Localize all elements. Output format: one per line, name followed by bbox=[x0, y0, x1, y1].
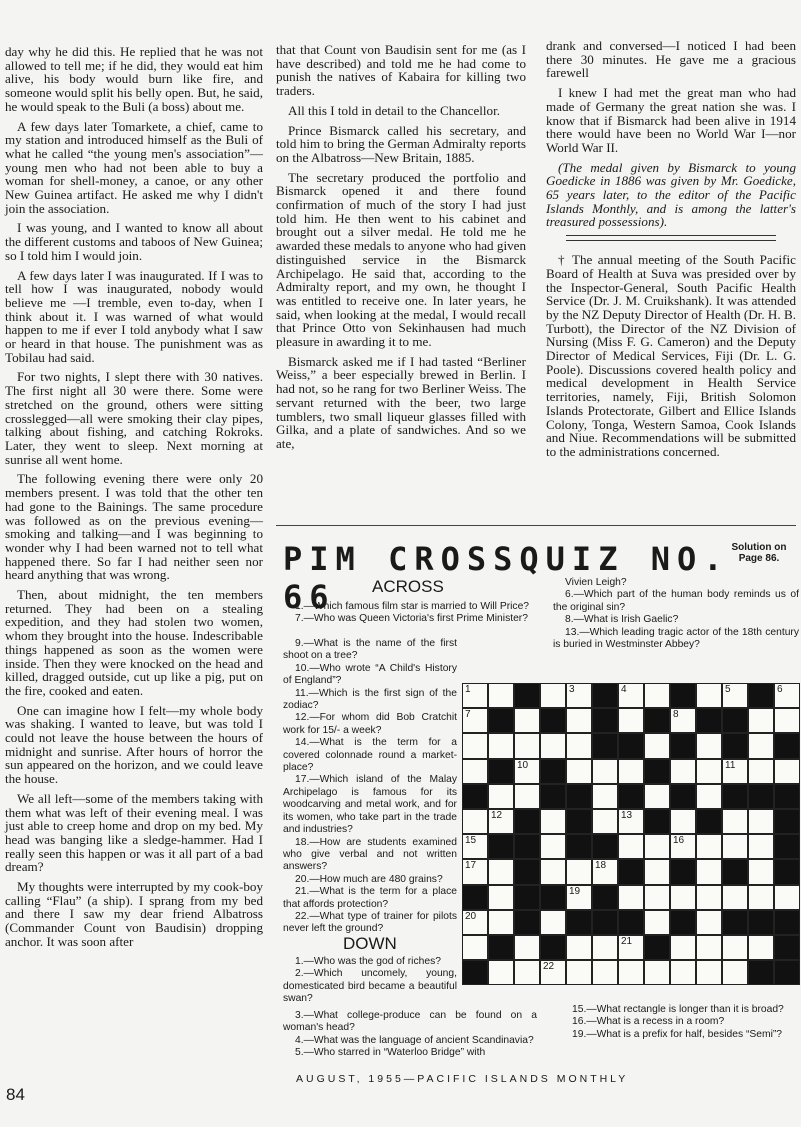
grid-cell bbox=[644, 885, 670, 910]
clue-number: 12 bbox=[491, 809, 503, 821]
grid-block bbox=[748, 960, 774, 985]
grid-block bbox=[670, 784, 696, 809]
grid-block bbox=[540, 885, 566, 910]
grid-cell bbox=[488, 733, 514, 758]
divider bbox=[276, 525, 796, 526]
grid-cell bbox=[488, 809, 514, 834]
grid-block bbox=[592, 885, 618, 910]
grid-cell bbox=[618, 885, 644, 910]
grid-cell bbox=[514, 935, 540, 960]
grid-cell bbox=[618, 834, 644, 859]
grid-block bbox=[462, 885, 488, 910]
clue-number: 3 bbox=[569, 684, 575, 695]
grid-block bbox=[670, 733, 696, 758]
grid-block bbox=[566, 784, 592, 809]
grid-cell bbox=[748, 859, 774, 884]
grid-cell bbox=[748, 759, 774, 784]
grid-cell bbox=[670, 885, 696, 910]
grid-cell bbox=[566, 683, 592, 708]
grid-cell bbox=[462, 683, 488, 708]
clue: 21.—What is the term for a place that affords protection? bbox=[283, 886, 457, 910]
grid-block bbox=[644, 809, 670, 834]
grid-block bbox=[670, 859, 696, 884]
grid-block bbox=[592, 910, 618, 935]
clue: 2.—Which uncomely, young, domesticated bird became a beautiful swan? bbox=[283, 968, 457, 1005]
clue-number: 1 bbox=[465, 684, 471, 695]
across-clues-continued bbox=[283, 638, 457, 936]
down-heading: DOWN bbox=[343, 934, 397, 953]
paragraph: Then, about midnight, the ten members returned. They had been on a stealing expedition, and they had stolen two women, whom they brought into the house. Indescribable things happened as soon as the women were inside. Then they were knocked on the head and killed, dragged outside, cut up like a pig, put on the fire, cooked and eaten. bbox=[5, 587, 263, 698]
grid-cell bbox=[670, 759, 696, 784]
paragraph: All this I told in detail to the Chancellor. bbox=[288, 102, 501, 118]
grid-cell bbox=[462, 910, 488, 935]
paragraph: One can imagine how I felt—my whole body was shaking. I wanted to leave, but was told I could not leave the house between the hours of midnight and sunrise. After hours of horror the sun appeared on the horizon, and we could leave the house. bbox=[5, 702, 263, 787]
grid-cell bbox=[670, 935, 696, 960]
grid-cell bbox=[722, 759, 748, 784]
clue-number: 10 bbox=[517, 759, 529, 771]
page-footer: AUGUST, 1955—PACIFIC ISLANDS MONTHLY bbox=[296, 1073, 629, 1085]
grid-block bbox=[722, 859, 748, 884]
grid-cell bbox=[592, 784, 618, 809]
clue-number: 13 bbox=[621, 809, 633, 821]
clue: 17.—Which island of the Malay Archipelago is famous for its woodcarving and metal work, and for its women, who take part in the trade and industries? bbox=[283, 774, 457, 836]
grid-cell bbox=[488, 960, 514, 985]
grid-cell bbox=[488, 683, 514, 708]
solution-line: Solution on bbox=[731, 542, 787, 553]
grid-cell bbox=[696, 683, 722, 708]
clue: 20.—How much are 480 grains? bbox=[295, 873, 443, 885]
grid-cell bbox=[722, 960, 748, 985]
solution-line: Page 86. bbox=[738, 553, 780, 564]
grid-block bbox=[774, 733, 800, 758]
grid-block bbox=[514, 683, 540, 708]
grid-cell bbox=[592, 935, 618, 960]
grid-block bbox=[592, 708, 618, 733]
clue: 12.—For whom did Bob Cratchit work for 15/- a week? bbox=[283, 712, 457, 736]
clue: Vivien Leigh? bbox=[565, 577, 627, 588]
grid-block bbox=[488, 935, 514, 960]
grid-cell bbox=[488, 859, 514, 884]
paragraph: Bismarck asked me if I had tasted “Berliner Weiss,” a beer especially brewed in Berlin. I had not, so he rang for two Berliner Weiss. The servant returned with the beer, two large tumblers, two small liqueur glasses filled with Gilka, and a plate of sandwiches. And so we ate, bbox=[276, 353, 526, 451]
grid-block bbox=[514, 910, 540, 935]
grid-cell bbox=[748, 834, 774, 859]
article-column-2 bbox=[276, 43, 526, 457]
paragraph: A few days later I was inaugurated. If I was to tell how I was inaugurated, nobody would believe me —I tremble, even to-day, when I think about it. I was warned of what would happen to me if ever I told anybody what I saw or heard in that house. The punishment was as Tobilau had said. bbox=[5, 267, 263, 365]
clue-number: 6 bbox=[777, 684, 783, 695]
clue: 3.—What college-produce can be found on a woman's head? bbox=[283, 1010, 537, 1034]
grid-cell bbox=[462, 859, 488, 884]
grid-block bbox=[618, 910, 644, 935]
grid-block bbox=[592, 733, 618, 758]
paragraph: drank and conversed—I noticed I had been there 30 minutes. He gave me a gracious farewell bbox=[546, 38, 796, 81]
clue: 13.—Which leading tragic actor of the 18th century is buried in Westminster Abbey? bbox=[553, 626, 799, 651]
grid-cell bbox=[774, 759, 800, 784]
grid-cell bbox=[514, 960, 540, 985]
grid-cell bbox=[722, 885, 748, 910]
clue-number: 17 bbox=[465, 860, 477, 872]
grid-block bbox=[696, 708, 722, 733]
grid-cell bbox=[592, 859, 618, 884]
article-column-1 bbox=[5, 45, 263, 955]
grid-cell bbox=[462, 935, 488, 960]
grid-cell bbox=[774, 683, 800, 708]
clue: 16.—What is a recess in a room? bbox=[572, 1016, 725, 1028]
grid-block bbox=[488, 759, 514, 784]
clue: 1.—Who was the god of riches? bbox=[295, 956, 441, 967]
grid-block bbox=[540, 784, 566, 809]
clue: 15.—What rectangle is longer than it is broad? bbox=[572, 1004, 784, 1015]
grid-cell bbox=[618, 960, 644, 985]
grid-cell bbox=[618, 759, 644, 784]
grid-cell bbox=[748, 885, 774, 910]
grid-block bbox=[774, 809, 800, 834]
grid-cell bbox=[696, 834, 722, 859]
clue-number: 22 bbox=[543, 961, 555, 973]
clue-number: 4 bbox=[621, 684, 627, 695]
grid-cell bbox=[748, 733, 774, 758]
grid-cell bbox=[696, 885, 722, 910]
grid-cell bbox=[722, 834, 748, 859]
grid-cell bbox=[696, 759, 722, 784]
grid-cell bbox=[670, 708, 696, 733]
clue: 18.—How are students examined who give verbal and not written answers? bbox=[283, 836, 457, 873]
clue: 5.—Who starred in “Waterloo Bridge” with bbox=[295, 1047, 486, 1059]
clue-number: 15 bbox=[465, 835, 477, 847]
grid-block bbox=[722, 784, 748, 809]
grid-cell bbox=[566, 935, 592, 960]
paragraph: For two nights, I slept there with 30 natives. The first night all 30 were there. Some were stretched on the ground, others were sitting crosslegged—all were smoking their clay pipes, talking about fishing, and catching Rokroks. Later, they went to sleep. Next morning at sunrise all went home. bbox=[5, 369, 263, 467]
paragraph: The secretary produced the portfolio and Bismarck opened it and there found confirmation of much of the story I had just told him. He then went to his cabinet and brought out a silver medal. He told me he awarded these medals to anyone who had given distinguished service in the Bismarck Archipelago. He said that, according to the Admiralty report, and my own, he thought I was entitled to receive one. In later years, he said, when looking at the medal, I would recall that Prince Otto von Sekinhausen had much pleasure in awarding it to me. bbox=[276, 169, 526, 350]
clue-number: 21 bbox=[621, 935, 633, 947]
solution-note bbox=[726, 542, 792, 564]
grid-block bbox=[514, 859, 540, 884]
grid-cell bbox=[514, 784, 540, 809]
grid-cell bbox=[644, 960, 670, 985]
article-column-3 bbox=[546, 39, 796, 465]
grid-cell bbox=[644, 834, 670, 859]
grid-block bbox=[488, 708, 514, 733]
grid-cell bbox=[540, 859, 566, 884]
paragraph: I knew I had met the great man who had made of Germany the great nation she was. I know that if Bismarck had been alive in 1914 there would have been no World War I—nor World War II. bbox=[546, 85, 796, 155]
grid-cell bbox=[696, 733, 722, 758]
grid-cell bbox=[696, 935, 722, 960]
clue: 6.—Which part of the human body reminds us of the original sin? bbox=[553, 589, 799, 613]
across-heading: ACROSS bbox=[372, 577, 444, 596]
grid-cell bbox=[488, 885, 514, 910]
grid-block bbox=[774, 834, 800, 859]
divider bbox=[566, 235, 776, 241]
grid-block bbox=[566, 910, 592, 935]
grid-block bbox=[774, 960, 800, 985]
editor-note: (The medal given by Bismarck to young Goedicke in 1886 was given by Mr. Goedicke, 65 years later, to the editor of the Pacific Islands Monthly, and is among the latter's treasured possessions). bbox=[546, 159, 796, 230]
grid-block bbox=[566, 809, 592, 834]
grid-block bbox=[722, 910, 748, 935]
grid-block bbox=[540, 708, 566, 733]
grid-cell bbox=[618, 935, 644, 960]
clue-number: 7 bbox=[465, 709, 471, 721]
grid-cell bbox=[722, 935, 748, 960]
grid-block bbox=[566, 834, 592, 859]
clue: 19.—What is a prefix for half, besides “Semi”? bbox=[572, 1028, 783, 1040]
down-clues-right bbox=[553, 577, 799, 651]
grid-cell bbox=[566, 733, 592, 758]
grid-cell bbox=[462, 759, 488, 784]
grid-block bbox=[722, 708, 748, 733]
grid-cell bbox=[670, 809, 696, 834]
grid-block bbox=[462, 784, 488, 809]
grid-cell bbox=[514, 708, 540, 733]
grid-cell bbox=[670, 960, 696, 985]
clue: 1.—Which famous film star is married to Will Price? bbox=[295, 601, 530, 612]
grid-cell bbox=[592, 759, 618, 784]
paragraph: We all left—some of the members taking with them what was left of their evening meal. I was just able to creep home and drop on my bed. My head was banging like a sledge-hammer. Had I really seen this happen or was it all part of a bad dream? bbox=[5, 790, 263, 875]
grid-cell bbox=[696, 960, 722, 985]
clue: 9.—What is the name of the first shoot on a tree? bbox=[283, 638, 457, 662]
crossword-grid bbox=[462, 683, 800, 985]
paragraph: The following evening there were only 20 members present. I was told that the other ten had gone to the Bainings. The same procedure was followed as on the previous evening—smoking and talking—and I was beginning to wonder why I had been warned not to tell what happened there. So far I had neither seen nor heard anything that was wrong. bbox=[5, 471, 263, 583]
grid-block bbox=[540, 935, 566, 960]
grid-block bbox=[514, 885, 540, 910]
clue-number: 18 bbox=[595, 860, 607, 872]
grid-cell bbox=[540, 733, 566, 758]
grid-cell bbox=[566, 885, 592, 910]
grid-block bbox=[462, 960, 488, 985]
grid-cell bbox=[748, 809, 774, 834]
grid-cell bbox=[488, 910, 514, 935]
grid-block bbox=[644, 759, 670, 784]
grid-cell bbox=[618, 708, 644, 733]
grid-cell bbox=[540, 834, 566, 859]
grid-cell bbox=[540, 809, 566, 834]
clue: 10.—Who wrote “A Child's History of England”? bbox=[283, 662, 457, 687]
grid-cell bbox=[722, 809, 748, 834]
grid-block bbox=[774, 784, 800, 809]
down-clues bbox=[283, 956, 457, 1006]
grid-cell bbox=[748, 708, 774, 733]
grid-block bbox=[488, 834, 514, 859]
grid-cell bbox=[540, 960, 566, 985]
grid-cell bbox=[722, 683, 748, 708]
grid-block bbox=[774, 859, 800, 884]
paragraph: that that Count von Baudisin sent for me (as I have described) and told me he had come to punish the natives of Kabaira for killing two traders. bbox=[276, 42, 526, 99]
grid-cell bbox=[592, 960, 618, 985]
crossquiz-title: PIM CROSSQUIZ NO. 66 bbox=[283, 540, 730, 616]
paragraph: I was young, and I wanted to know all about the different customs and taboos of New Guinea; so I told him I would join. bbox=[5, 220, 263, 263]
grid-cell bbox=[644, 683, 670, 708]
grid-block bbox=[514, 834, 540, 859]
grid-block bbox=[540, 759, 566, 784]
grid-cell bbox=[566, 960, 592, 985]
grid-cell bbox=[618, 809, 644, 834]
clue: 11.—Which is the first sign of the zodiac? bbox=[283, 687, 457, 712]
grid-block bbox=[670, 683, 696, 708]
grid-cell bbox=[462, 809, 488, 834]
across-clues bbox=[283, 601, 537, 626]
grid-block bbox=[514, 809, 540, 834]
clue-number: 20 bbox=[465, 910, 477, 922]
clue-number: 8 bbox=[673, 709, 679, 721]
clue-number: 5 bbox=[725, 684, 731, 695]
grid-cell bbox=[774, 885, 800, 910]
grid-block bbox=[592, 834, 618, 859]
grid-cell bbox=[540, 683, 566, 708]
grid-block bbox=[644, 708, 670, 733]
grid-block bbox=[774, 910, 800, 935]
grid-block bbox=[670, 910, 696, 935]
paragraph: day why he did this. He replied that he was not allowed to tell me; if he did, they would eat him alive, his body would burn like fire, and someone would split his belly open. But, he said, he would speak to the Buli (a boss) about me. bbox=[5, 44, 263, 114]
grid-cell bbox=[644, 784, 670, 809]
grid-cell bbox=[644, 733, 670, 758]
paragraph: My thoughts were interrupted by my cook-boy calling “Flau” (a ship). I sprang from my bed and there I saw my dear friend Albatross (Commander Count von Baudisin) dropping anchor. It was soon after bbox=[5, 879, 263, 949]
grid-cell bbox=[488, 784, 514, 809]
grid-cell bbox=[774, 708, 800, 733]
clue: 22.—What type of trainer for pilots never left the ground? bbox=[283, 910, 457, 935]
grid-cell bbox=[462, 708, 488, 733]
grid-cell bbox=[696, 910, 722, 935]
page-number: 84 bbox=[6, 1085, 25, 1104]
clue-number: 16 bbox=[673, 835, 685, 847]
grid-cell bbox=[748, 935, 774, 960]
clue-number: 11 bbox=[725, 759, 736, 771]
paragraph: Prince Bismarck called his secretary, and told him to bring the German Admiralty reports on the Albatross—New Britain, 1885. bbox=[276, 122, 526, 165]
grid-block bbox=[748, 683, 774, 708]
paragraph: A few days later Tomarkete, a chief, came to my station and introduced himself as the Buli of what he called “the young men's association”—young men who had not been able to buy a woman for shell-money, a canoe, or any other New Guinea artifact. He asked me why I didn't join the association. bbox=[5, 118, 263, 216]
down-clues-continued bbox=[283, 1010, 537, 1060]
grid-cell bbox=[566, 859, 592, 884]
grid-cell bbox=[540, 910, 566, 935]
grid-block bbox=[774, 935, 800, 960]
grid-block bbox=[618, 859, 644, 884]
grid-block bbox=[722, 733, 748, 758]
grid-cell bbox=[696, 859, 722, 884]
grid-cell bbox=[566, 708, 592, 733]
grid-block bbox=[618, 733, 644, 758]
grid-cell bbox=[670, 834, 696, 859]
grid-cell bbox=[644, 859, 670, 884]
grid-cell bbox=[592, 809, 618, 834]
clue: 4.—What was the language of ancient Scandinavia? bbox=[295, 1034, 534, 1046]
grid-block bbox=[592, 683, 618, 708]
down-clues-right-bottom bbox=[560, 1004, 800, 1041]
grid-cell bbox=[696, 784, 722, 809]
health-board-item: † The annual meeting of the South Pacific Board of Health at Suva was presided over by the Inspector-General, South Pacific Health Service (Dr. J. M. Cruikshank). It was attended by the NZ Deputy Director of Health (Dr. H. B. Turbott), the Director of the NZ Division of Nursing (Miss F. G. Cameron) and the Deputy Director of Medical Services, Fiji (Dr. L. G. Poole). Discussions covered health policy and medical development in Health Service territories, namely, Fiji, British Solomon Islands Protectorate, Gilbert and Ellice Islands Colony, Tonga, Western Samoa, Cook Islands and Niue. Recommendations will be submitted to the administrations concerned. bbox=[546, 252, 796, 459]
grid-cell bbox=[566, 759, 592, 784]
grid-cell bbox=[618, 683, 644, 708]
clue: 8.—What is Irish Gaelic? bbox=[565, 614, 679, 626]
clue-number: 19 bbox=[569, 885, 581, 897]
grid-block bbox=[644, 935, 670, 960]
grid-cell bbox=[514, 759, 540, 784]
grid-cell bbox=[462, 834, 488, 859]
grid-cell bbox=[644, 910, 670, 935]
grid-block bbox=[696, 809, 722, 834]
grid-block bbox=[748, 910, 774, 935]
grid-block bbox=[618, 784, 644, 809]
grid-cell bbox=[462, 733, 488, 758]
clue: 14.—What is the term for a covered colonnade round a market-place? bbox=[283, 737, 457, 774]
grid-cell bbox=[514, 733, 540, 758]
grid-block bbox=[748, 784, 774, 809]
clue: 7.—Who was Queen Victoria's first Prime Minister? bbox=[295, 613, 528, 625]
